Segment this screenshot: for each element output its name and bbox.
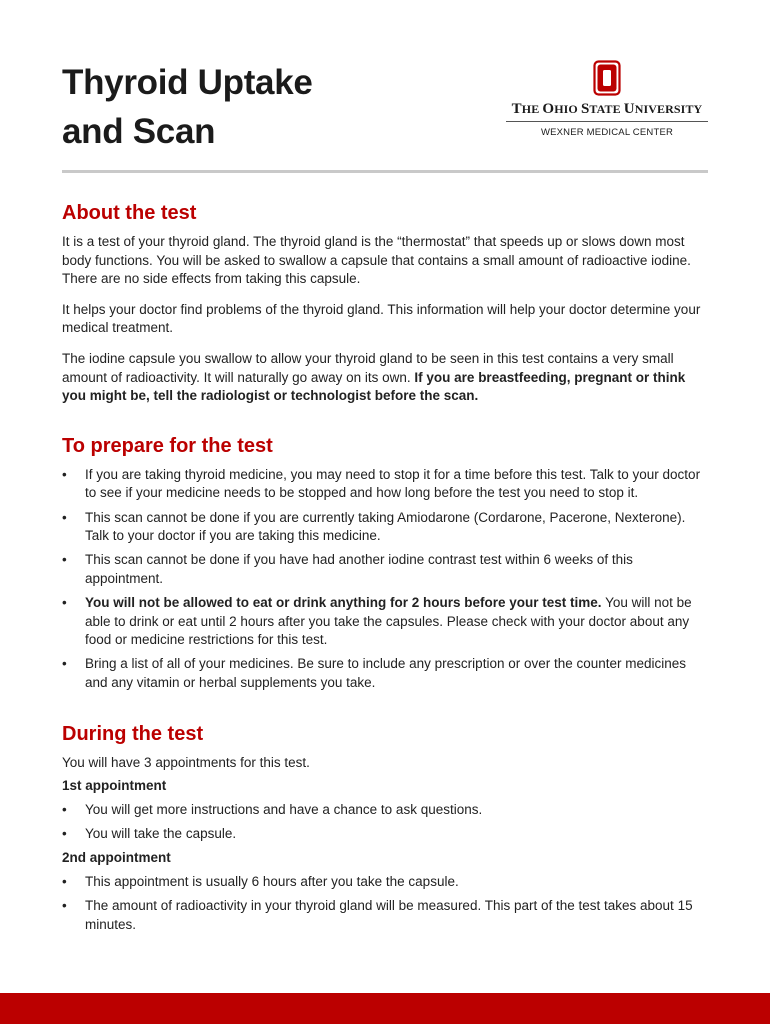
title-line-1: Thyroid Uptake bbox=[62, 63, 313, 102]
university-name: THE OHIO STATE UNIVERSITY bbox=[511, 101, 703, 117]
about-paragraph-3 bbox=[62, 350, 712, 406]
list-item: • The amount of radioactivity in your thyroid gland will be measured. This part of the test takes about 15 minutes. bbox=[62, 897, 712, 934]
prepare-section bbox=[62, 433, 712, 693]
list-item: • You will take the capsule. bbox=[62, 825, 712, 844]
list-item: • Bring a list of all of your medicines. Be sure to include any prescription or over the counter medicines and any vitamin or herbal supplements you take. bbox=[62, 655, 712, 692]
about-paragraph-2: It helps your doctor find problems of the thyroid gland. This information will help your doctor determine your medical treatment. bbox=[62, 301, 701, 336]
list-item: • This appointment is usually 6 hours after you take the capsule. bbox=[62, 873, 712, 892]
appointment-2-label: 2nd appointment bbox=[62, 850, 171, 866]
about-paragraph-1: It is a test of your thyroid gland. The thyroid gland is the “thermostat” that speeds up or slows down most body functions. You will be asked to swallow a capsule that contains a small amount of radioactive iodine. There are no side effects from taking this capsule. bbox=[62, 234, 691, 287]
logo-divider bbox=[506, 121, 708, 122]
prepare-list bbox=[62, 466, 712, 693]
title-line-2: and Scan bbox=[62, 112, 216, 151]
list-item: • You will get more instructions and have a chance to ask questions. bbox=[62, 801, 712, 820]
list-item: • You will not be allowed to eat or drink anything for 2 hours before your test time. You will not be able to drink or eat until 2 hours after you take the capsules. Please check with your doctor about any food or medicine restrictions for this test. bbox=[62, 594, 712, 650]
list-item: • If you are taking thyroid medicine, you may need to stop it for a time before this test. Talk to your doctor to see if your medicine needs to be stopped and how long before the test you need to stop it. bbox=[62, 466, 712, 503]
list-item: • This scan cannot be done if you have had another iodine contrast test within 6 weeks of this appointment. bbox=[62, 551, 712, 588]
medical-center-name: WEXNER MEDICAL CENTER bbox=[540, 127, 674, 138]
document-body bbox=[62, 200, 712, 940]
appointment-1-list bbox=[62, 801, 712, 844]
about-heading: About the test bbox=[62, 202, 197, 224]
during-intro: You will have 3 appointments for this test. bbox=[62, 754, 310, 770]
about-section bbox=[62, 200, 712, 406]
list-item: • This scan cannot be done if you are currently taking Amiodarone (Cordarone, Pacerone, Nexterone). Talk to your doctor if you are taking this medicine. bbox=[62, 509, 712, 546]
header-divider bbox=[62, 170, 708, 173]
during-section bbox=[62, 721, 712, 935]
appointment-1-label: 1st appointment bbox=[62, 778, 167, 794]
appointment-2-list bbox=[62, 873, 712, 934]
about-paragraph-3-text: The iodine capsule you swallow to allow your thyroid gland to be seen in this test contains a very small amount of radioactivity. It will naturally go away on its own. bbox=[62, 350, 674, 385]
page-title bbox=[62, 58, 313, 156]
university-logo bbox=[506, 60, 708, 138]
fasting-warning: You will not be allowed to eat or drink anything for 2 hours before your test time. bbox=[85, 595, 602, 611]
block-o-icon bbox=[593, 60, 621, 96]
footer-bar bbox=[0, 993, 770, 1024]
during-heading: During the test bbox=[62, 722, 204, 745]
prepare-heading: To prepare for the test bbox=[62, 434, 273, 457]
about-warning: If you are breastfeeding, pregnant or think you might be, tell the radiologist or technologist before the scan. bbox=[62, 369, 686, 404]
